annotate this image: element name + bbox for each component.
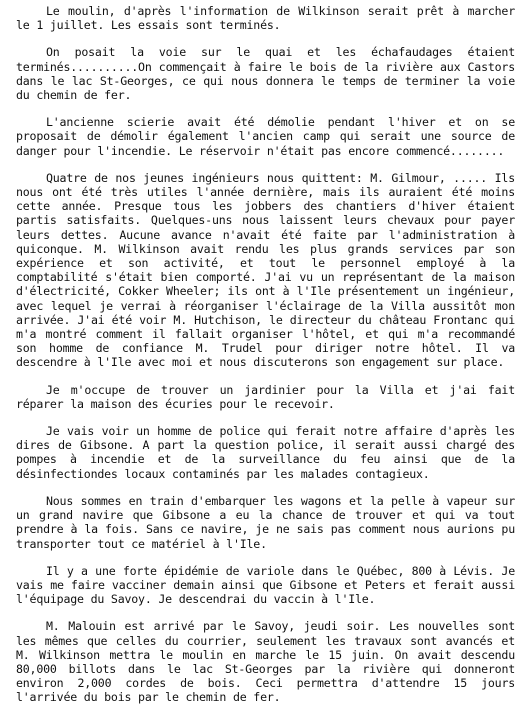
paragraph-engineers-leaving: Quatre de nos jeunes ingénieurs nous quittent: M. Gilmour, ..... Ils nous ont été très utiles l'année dernière, mais ils auraient été moins cette année. Presque tous les jobbers des chantiers d'hiver étaient partis satisfaits. Quelques-uns nous laissent leurs chevaux pour payer leurs dettes. Aucune avance n'avait été faite par l'administration à quiconque. M. Wilkinson avait rendu les plus grands services par son expérience et son activité, et tout le personnel employé à la comptabilité s'était bien comporté. J'ai vu un représentant de la maison d'électricité, Cokker Wheeler; ils ont à l'Ile présentement un ingénieur, avec lequel je verrai à réorganiser l'éclairage de la Villa aussitôt mon arrivée. J'ai été voir M. Hutchison, le directeur du château Frontanc qui m'a montré comment il fallait organiser l'hôtel, et qui m'a recommandé son homme de confiance M. Trudel pour diriger notre hôtel. Il va descendre à l'Ile avec moi et nous discuterons son engagement sur place.	[16, 170, 515, 370]
paragraph-malouin-arrival: M. Malouin est arrivé par le Savoy, jeudi soir. Les nouvelles sont les mêmes que celles du courrier, seulement les travaux sont avancés et M. Wilkinson mettra le moulin en marche le 15 juin. On avait descendu 80,000 billots dans le lac St-Georges par la rivière qui donneront environ 2,000 cordes de bois. Ceci permettra d'attendre 15 jours l'arrivée du bois par le chemin de fer.	[16, 619, 515, 705]
paragraph-gardener: Je m'occupe de trouver un jardinier pour la Villa et j'ai fait réparer la maison des écuries pour le recevoir.	[16, 382, 515, 411]
paragraph-railway-quay: On posait la voie sur le quai et les échafaudages étaient terminés..........On commençait à faire le bois de la rivière aux Castors dans le lac St-Georges, ce qui nous donnera le temps de terminer la voie du chemin de fer.	[16, 45, 515, 103]
paragraph-wagons-shipping: Nous sommes en train d'embarquer les wagons et la pelle à vapeur sur un grand navire que Gibsone a eu la chance de trouver et qui va tout prendre à la fois. Sans ce navire, je ne sais pas comment nous aurions pu transporter tout ce matériel à l'Ile.	[16, 493, 515, 551]
paragraph-moulin-ready: Le moulin, d'après l'information de Wilkinson serait prêt à marcher le 1 juillet. Les essais sont terminés.	[16, 4, 515, 33]
paragraph-smallpox: Il y a une forte épidémie de variole dans le Québec, 800 à Lévis. Je vais me faire vacciner demain ainsi que Gibsone et Peters et ferait aussi l'équipage du Savoy. Je descendrai du vaccin à l'Ile.	[16, 563, 515, 607]
paragraph-old-sawmill: L'ancienne scierie avait été démolie pendant l'hiver et on se proposait de démolir également l'ancien camp qui serait une source de danger pour l'incendie. Le réservoir n'était pas encore commencé........	[16, 115, 515, 158]
paragraph-police: Je vais voir un homme de police qui ferait notre affaire d'après les dires de Gibsone. A part la question police, il serait aussi chargé des pompes à incendie et de la surveillance du feu ainsi que de la désinfectiondes locaux contaminés par les malades contagieux.	[16, 424, 515, 481]
